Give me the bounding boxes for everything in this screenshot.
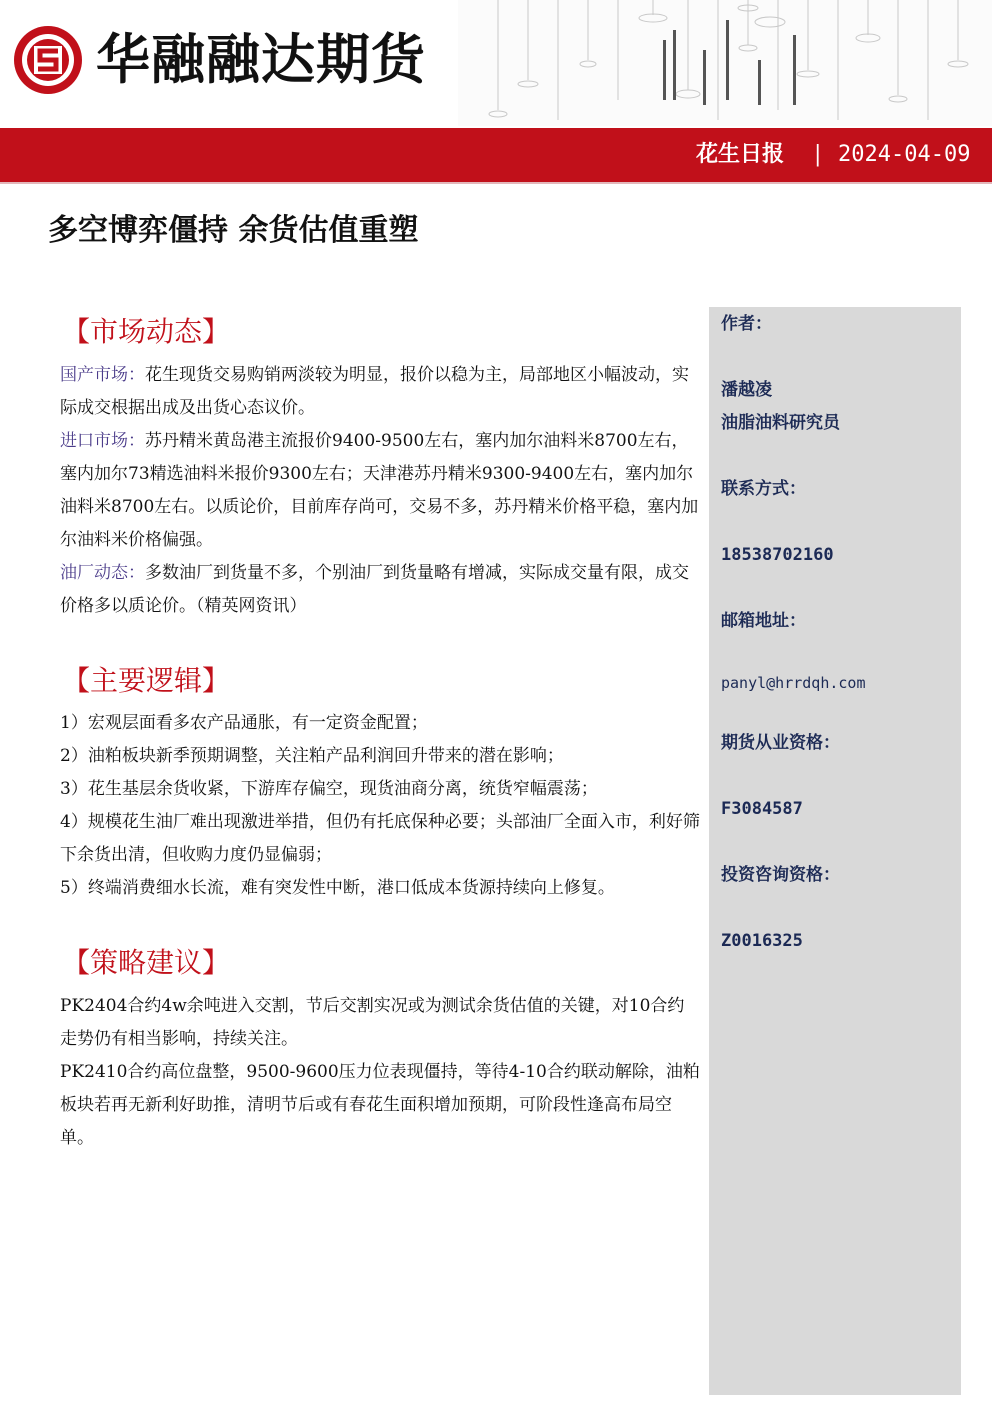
author-label: 作者： [721,314,772,334]
strategy-paragraph: PK2410合约高位盘整，9500-9600压力位表现僵持，等待4-10合约联动解除，油粕板块若再无新利好助推，清明节后或有春花生面积增加预期，可阶段性逢高布局空单。 [60,1062,700,1148]
divider [0,182,992,184]
section-title-logic: 【主要逻辑】 [62,664,231,697]
author-title: 油脂油料研究员 [721,413,840,433]
page-title: 多空博弈僵持 余货估值重塑 [48,213,419,248]
author-name: 潘越凌 [721,380,772,400]
domestic-tag: 国产市场： [60,365,145,385]
title-separator: | [814,142,822,167]
report-type: 花生日报 [695,142,784,167]
domestic-paragraph [60,359,700,425]
logic-list [60,707,700,905]
strategy-body [60,990,700,1155]
mill-text: 多数油厂到货量不多，个别油厂到货量略有增减，实际成交量有限，成交价格多以质论价。（精英网资讯） [60,563,689,616]
author-sidebar [709,307,961,1395]
list-item: 4）规模花生油厂难出现激进举措，但仍有托底保种必要；头部油厂全面入市，利好筛下余货出清，但收购力度仍显偏弱； [60,812,700,865]
list-item: 3）花生基层余货收紧，下游库存偏空，现货油商分离，统货窄幅震荡； [60,779,598,799]
section-title-market: 【市场动态】 [62,315,231,348]
import-tag: 进口市场： [60,431,145,451]
consult-cert-number: Z0016325 [721,931,803,951]
mill-paragraph [60,557,700,623]
list-item: 1）宏观层面看多农产品通胀，有一定资金配置； [60,713,428,733]
market-body [60,359,700,623]
header-decoration [458,0,992,126]
futures-cert-number: F3084587 [721,799,803,819]
contact-label: 联系方式： [721,479,806,499]
list-item: 2）油粕板块新季预期调整，关注粕产品利润回升带来的潜在影响； [60,746,564,766]
consult-cert-label: 投资咨询资格： [721,865,840,885]
list-item: 5）终端消费细水长流，难有突发性中断，港口低成本货源持续向上修复。 [60,878,615,898]
strategy-paragraph: PK2404合约4w余吨进入交割，节后交割实况或为测试余货估值的关键，对10合约走势仍有相当影响，持续关注。 [60,996,685,1049]
email-label: 邮箱地址： [721,611,806,631]
email-address[interactable]: panyl@hrrdqh.com [721,674,866,692]
company-name: 华融融达期货 [96,28,426,91]
phone-number: 18538702160 [721,545,834,565]
import-text: 苏丹精米黄岛港主流报价9400-9500左右，塞内加尔油料米8700左右，塞内加尔73精选油料米报价9300左右；天津港苏丹精米9300-9400左右，塞内加尔油料米8700左右。以质论价，目前库存尚可，交易不多，苏丹精米价格平稳，塞内加尔油料米价格偏强。 [60,431,699,550]
mill-tag: 油厂动态： [60,563,145,583]
report-date: 2024-04-09 [838,142,971,167]
domestic-text: 花生现货交易购销两淡较为明显，报价以稳为主，局部地区小幅波动，实际成交根据出成及出货心态议价。 [60,365,689,418]
section-title-strategy: 【策略建议】 [62,946,231,979]
futures-cert-label: 期货从业资格： [721,733,840,753]
company-logo-icon [12,24,84,96]
import-paragraph [60,425,700,557]
